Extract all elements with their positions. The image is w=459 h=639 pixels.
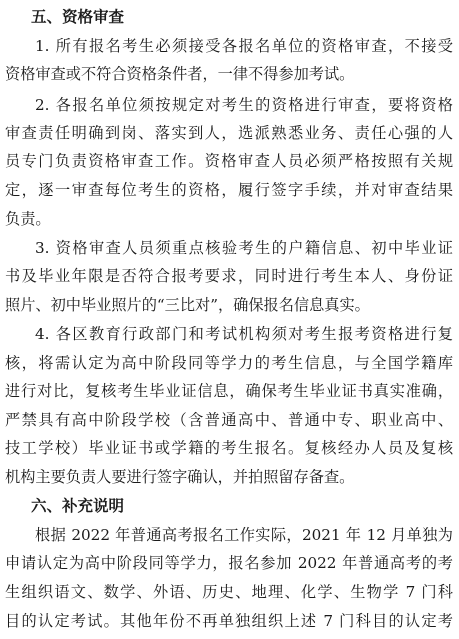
paragraph-line: 员专门负责资格审查工作。资格审查人员必须严格按照有关规 — [5, 152, 453, 170]
paragraph-line: 申请认定为高中阶段同等学力，报名参加 2022 年普通高考的考 — [5, 554, 453, 572]
paragraph-line: 进行对比，复核考生毕业证信息，确保考生毕业证书真实准确， — [5, 382, 453, 400]
paragraph-line: 负责。 — [5, 210, 51, 228]
paragraph-line: 1. 所有报名考生必须接受各报名单位的资格审查，不接受 — [35, 37, 453, 55]
paragraph-line: 资格审查或不符合资格条件者，一律不得参加考试。 — [5, 65, 355, 83]
paragraph-line: 技工学校）毕业证书或学籍的考生报名。复核经办人员及复核 — [5, 439, 453, 457]
paragraph-line: 根据 2022 年普通高考报名工作实际，2021 年 12 月单独为 — [35, 526, 453, 544]
paragraph-line: 核，将需认定为高中阶段同等学力的考生信息，与全国学籍库 — [5, 354, 453, 372]
paragraph-line: 生组织语文、数学、外语、历史、地理、化学、生物学 7 门科 — [5, 583, 453, 601]
paragraph-line: 4. 各区教育行政部门和考试机构须对考生报考资格进行复 — [35, 325, 453, 343]
paragraph-line: 审查责任明确到岗、落实到人，选派熟悉业务、责任心强的人 — [5, 124, 453, 142]
section-heading-qualification-review: 五、资格审查 — [31, 8, 125, 26]
paragraph-line: 照片、初中毕业照片的“三比对”，确保报名信息真实。 — [5, 296, 370, 314]
paragraph-line: 3. 资格审查人员须重点核验考生的户籍信息、初中毕业证 — [35, 239, 453, 257]
paragraph-line: 书及毕业年限是否符合报考要求，同时进行考生本人、身份证 — [5, 267, 453, 285]
paragraph-line: 2. 各报名单位须按规定对考生的资格进行审查，要将资格 — [35, 96, 453, 114]
paragraph-line: 目的认定考试。其他年份不再单独组织上述 7 门科目的认定考 — [5, 612, 453, 630]
paragraph-line: 严禁具有高中阶段学校（含普通高中、普通中专、职业高中、 — [5, 411, 453, 429]
section-heading-supplementary-notes: 六、补充说明 — [31, 497, 125, 515]
paragraph-line: 定，逐一审查每位考生的资格，履行签字手续，并对审查结果 — [5, 181, 453, 199]
paragraph-line: 机构主要负责人要进行签字确认，并拍照留存备查。 — [5, 468, 355, 486]
